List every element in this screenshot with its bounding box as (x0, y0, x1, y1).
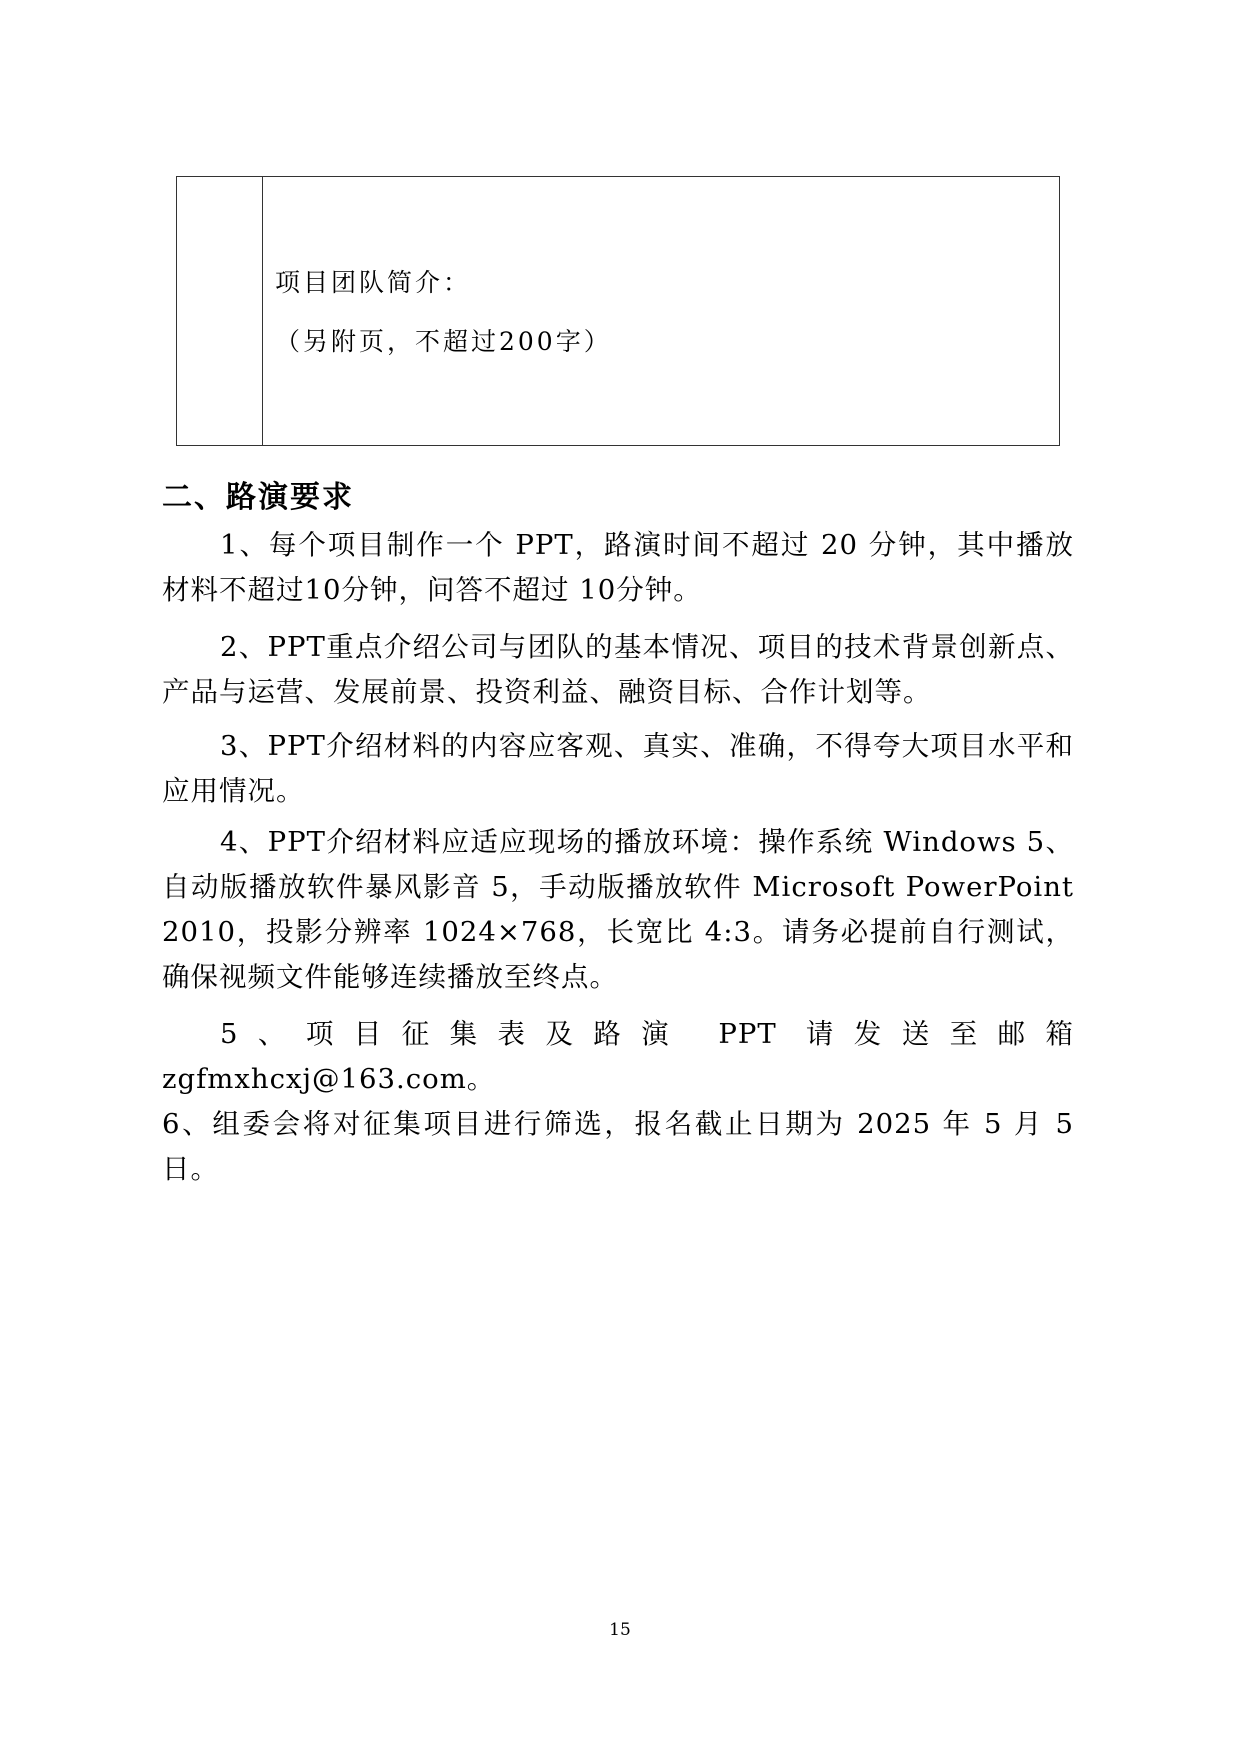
team-intro-note: （另附页，不超过200字） (275, 327, 612, 356)
team-intro-label: 项目团队简介： (275, 268, 472, 297)
requirement-paragraph-2: 2、PPT重点介绍公司与团队的基本情况、项目的技术背景创新点、产品与运营、发展前景、投资利益、融资目标、合作计划等。 (162, 631, 1074, 708)
section-heading: 二、路演要求 (162, 480, 354, 515)
page-number: 15 (609, 1620, 631, 1640)
requirement-paragraph-6: 6、组委会将对征集项目进行筛选，报名截止日期为 2025 年 5 月 5 日。 (162, 1108, 1074, 1185)
requirement-paragraph-3: 3、PPT介绍材料的内容应客观、真实、准确，不得夸大项目水平和应用情况。 (162, 730, 1074, 807)
requirement-paragraph-4: 4、PPT介绍材料应适应现场的播放环境：操作系统 Windows 5、自动版播放软件暴风影音 5，手动版播放软件 Microsoft PowerPoint 2010，投影分辨率 1024×768，长宽比 4:3。请务必提前自行测试，确保视频文件能够连续播放至终点。 (162, 826, 1074, 993)
requirement-paragraphs-5-6 (162, 1012, 1074, 1192)
requirement-paragraph-5: 5、项目征集表及路演 PPT 请发送至邮箱 zgfmxhcxj@163.com。 (162, 1018, 1074, 1095)
requirement-paragraph-1: 1、每个项目制作一个 PPT，路演时间不超过 20 分钟，其中播放材料不超过10分钟，问答不超过 10分钟。 (162, 529, 1074, 606)
team-intro-table (176, 176, 1060, 446)
table-left-cell (177, 177, 263, 445)
